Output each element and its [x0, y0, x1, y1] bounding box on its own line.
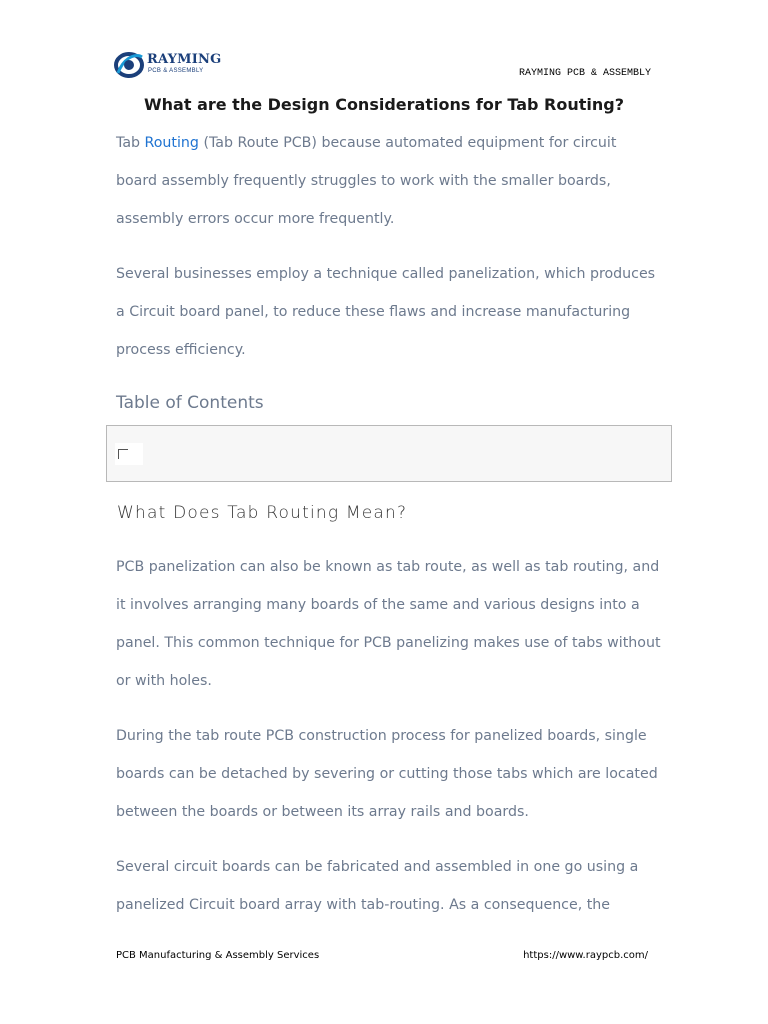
definition-paragraph: PCB panelization can also be known as tab route, as well as tab routing, and it involves arranging many boards of the same and various designs into a panel. This common technique for PCB panelizing makes use of tabs without or with holes. [116, 559, 661, 689]
header-company-name: RAYMING PCB & ASSEMBLY [518, 68, 651, 79]
intro-paragraph [116, 124, 661, 238]
logo-subtitle: PCB & ASSEMBLY [148, 68, 204, 74]
toc-toggle-button[interactable] [115, 443, 143, 465]
fabrication-paragraph: Several circuit boards can be fabricated and assembled in one go using a panelized Circuit board array with tab-routing. As a consequence, the [116, 859, 639, 913]
table-of-contents [106, 425, 672, 482]
routing-link[interactable]: Routing [144, 135, 199, 151]
rayming-logo-icon [114, 51, 144, 79]
toc-title: Table of Contents [116, 393, 264, 413]
construction-paragraph: During the tab route PCB construction process for panelized boards, single boards can be detached by severing or cutting those tabs which are located between the boards or between its array rails and boards. [116, 728, 658, 820]
document-title: What are the Design Considerations for Tab Routing? [144, 95, 624, 114]
footer-url[interactable]: https://www.raypcb.com/ [523, 950, 648, 961]
logo-name: RAYMING [147, 52, 222, 67]
footer-services: PCB Manufacturing & Assembly Services [116, 950, 320, 961]
panelization-paragraph: Several businesses employ a technique called panelization, which produces a Circuit board panel, to reduce these flaws and increase manufacturing process efficiency. [116, 266, 656, 358]
intro-prefix: Tab [116, 135, 145, 151]
section-heading: What Does Tab Routing Mean? [117, 503, 408, 523]
toggle-icon [118, 449, 128, 459]
intro-suffix: (Tab Route PCB) because automated equipment for circuit board assembly frequently struggles to work with the smaller boards, assembly errors occur more frequently. [116, 135, 617, 227]
company-logo [114, 50, 224, 80]
